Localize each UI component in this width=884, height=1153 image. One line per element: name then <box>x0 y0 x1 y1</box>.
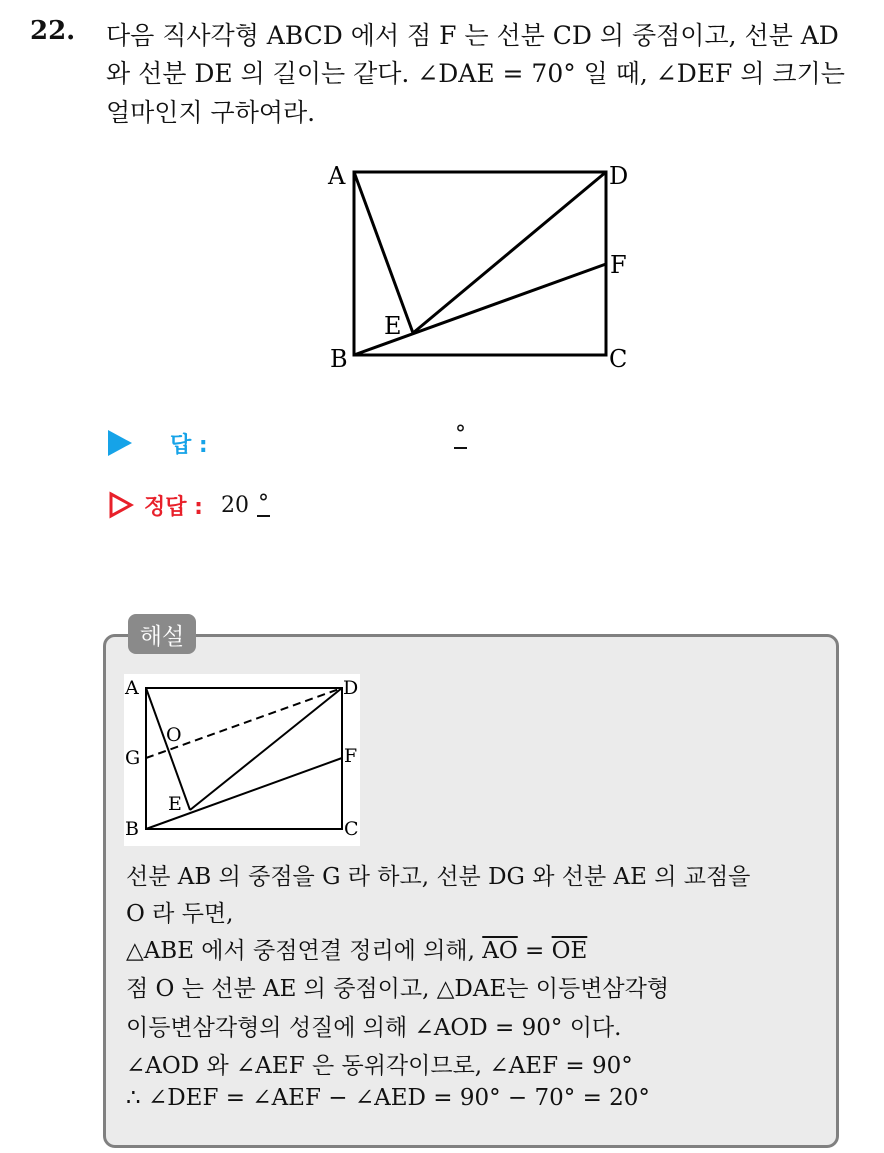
label-d: D <box>609 162 629 190</box>
segment-ao-overline: $\overline{AO}$ <box>482 938 518 964</box>
answer-input[interactable]: ° <box>455 422 466 447</box>
solution-line-4: 점 O 는 선분 AE 의 중점이고, △DAE는 이등변삼각형 <box>126 976 670 1002</box>
solution-line-6: ∠AOD 와 ∠AEF 은 동위각이므로, ∠AEF = 90° <box>126 1053 633 1079</box>
question-line-3: 얼마인지 구하여라. <box>106 98 316 127</box>
label-d-small: D <box>343 677 359 699</box>
label-a-small: A <box>125 677 139 699</box>
answer-row <box>108 423 488 463</box>
solution-line-1: 선분 AB 의 중점을 G 라 하고, 선분 DG 와 선분 AE 의 교점을 <box>126 864 751 890</box>
solution-line-3 <box>126 932 587 965</box>
segment-oe-overline: $\overline{OE}$ <box>551 938 588 964</box>
explanation-tab: 해설 <box>128 614 196 654</box>
segment-de-small <box>190 688 342 810</box>
label-e-small: E <box>168 793 182 815</box>
equals-sign: = <box>517 938 552 964</box>
label-f-small: F <box>344 745 358 767</box>
label-a: A <box>328 162 346 190</box>
label-b: B <box>330 345 348 373</box>
solution-line-5: 이등변삼각형의 성질에 의해 ∠AOD = 90° 이다. <box>126 1015 622 1041</box>
solution-line-7: ∴ ∠DEF = ∠AEF − ∠AED = 90° − 70° = 20° <box>126 1085 650 1111</box>
label-f: F <box>610 251 627 279</box>
solution-line-3-prefix: △ABE 에서 중점연결 정리에 의해, <box>126 938 483 964</box>
label-b-small: B <box>125 818 139 840</box>
label-g-small: G <box>125 747 141 769</box>
correct-answer-label: 정답 : <box>144 494 203 520</box>
segment-ae <box>354 172 413 333</box>
label-o-small: O <box>166 724 182 746</box>
segment-ae-small <box>146 688 190 810</box>
question-line-1: 다음 직사각형 ABCD 에서 점 F 는 선분 CD 의 중점이고, 선분 AD <box>106 21 839 50</box>
solution-line-2: O 라 두면, <box>126 901 234 927</box>
rectangle-figure <box>322 158 642 378</box>
explanation-figure <box>124 674 360 846</box>
question-number: 22. <box>30 16 76 46</box>
correct-answer-row <box>108 487 270 523</box>
play-icon <box>108 430 132 456</box>
outline-play-icon <box>108 491 134 519</box>
label-c: C <box>609 345 628 373</box>
label-e: E <box>384 312 402 340</box>
answer-label: 답 : <box>170 432 208 458</box>
label-c-small: C <box>344 818 359 840</box>
segment-dg-dashed <box>146 688 342 758</box>
correct-answer-value: 20 <box>220 492 249 518</box>
question-line-2: 와 선분 DE 의 길이는 같다. ∠DAE = 70° 일 때, ∠DEF 의 크기는 <box>106 59 845 88</box>
segment-de <box>413 172 606 333</box>
correct-answer-unit: ° <box>257 491 269 516</box>
